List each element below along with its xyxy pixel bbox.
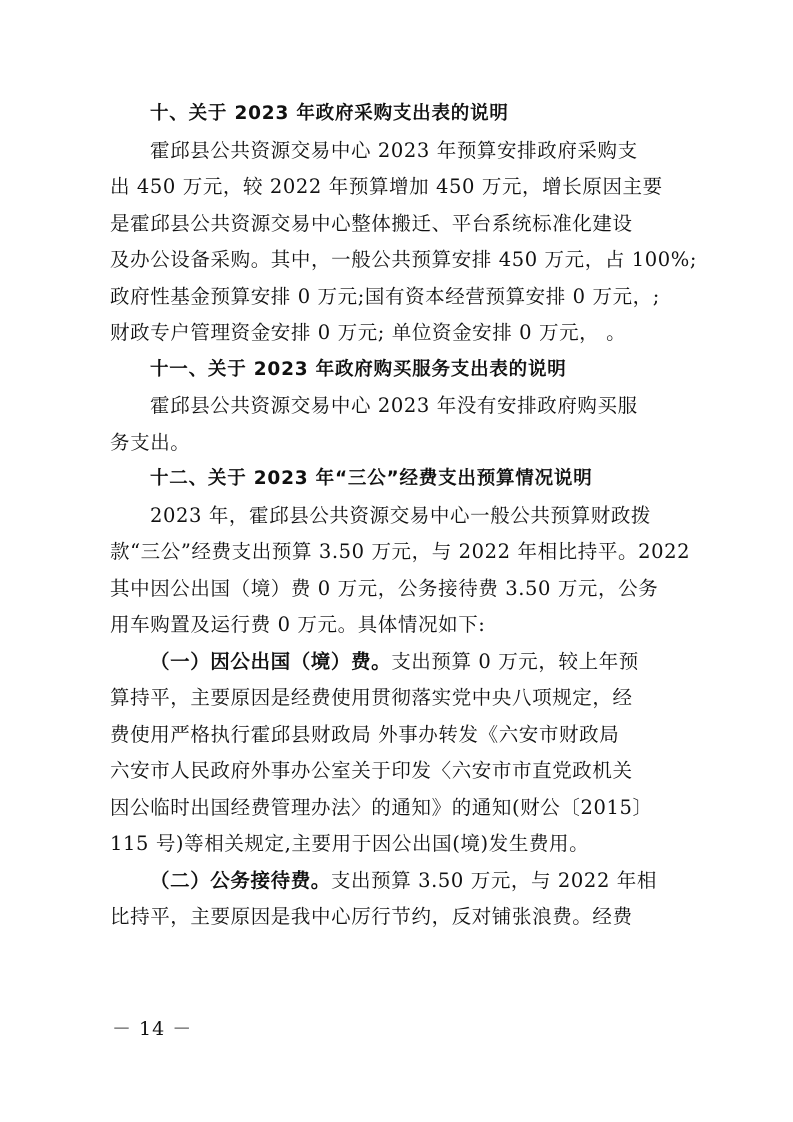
paragraph-line: 款“三公”经费支出预算 3.50 万元，与 2022 年相比持平。2022 bbox=[110, 540, 691, 563]
paragraph-line: 霍邱县公共资源交易中心 2023 年预算安排政府采购支 bbox=[150, 138, 638, 162]
subsection-1-label: （一）因公出国（境）费。 bbox=[150, 649, 392, 673]
paragraph-line: 算持平，主要原因是经费使用贯彻落实党中央八项规定，经 bbox=[110, 686, 633, 709]
paragraph-line: 费使用严格执行霍邱县财政局 外事办转发《六安市财政局 bbox=[110, 722, 620, 746]
paragraph-line: 六安市人民政府外事办公室关于印发〈六安市市直党政机关 bbox=[110, 759, 633, 782]
paragraph-line: 115 号)等相关规定,主要用于因公出国(境)发生费用。 bbox=[110, 832, 590, 855]
page-number: － 14 － bbox=[112, 1018, 193, 1040]
section-heading-10: 十、关于 2023 年政府采购支出表的说明 bbox=[150, 103, 509, 124]
subsection-2-first-line bbox=[110, 863, 680, 900]
subsection-2-text: 支出预算 3.50 万元，与 2022 年相 bbox=[330, 868, 657, 892]
paragraph-line: 务支出。 bbox=[110, 430, 191, 454]
paragraph-line: 财政专户管理资金安排 0 万元; 单位资金安排 0 万元， 。 bbox=[110, 321, 627, 344]
paragraph-line: 是霍邱县公共资源交易中心整体搬迁、平台系统标准化建设 bbox=[110, 211, 633, 235]
subsection-1-text: 支出预算 0 万元，较上年预 bbox=[391, 649, 639, 673]
paragraph-line: 政府性基金预算安排 0 万元;国有资本经营预算安排 0 万元，; bbox=[110, 284, 660, 308]
document-page bbox=[110, 96, 698, 936]
paragraph-line: 用车购置及运行费 0 万元。具体情况如下: bbox=[110, 613, 486, 636]
subsection-2-label: （二）公务接待费。 bbox=[150, 868, 331, 892]
section-heading-11: 十一、关于 2023 年政府购买服务支出表的说明 bbox=[150, 358, 567, 380]
paragraph-line: 霍邱县公共资源交易中心 2023 年没有安排政府购买服 bbox=[150, 394, 638, 417]
paragraph-line: 其中因公出国（境）费 0 万元，公务接待费 3.50 万元，公务 bbox=[110, 576, 659, 600]
paragraph-line: 2023 年，霍邱县公共资源交易中心一般公共预算财政拨 bbox=[150, 503, 652, 527]
paragraph-line: 出 450 万元，较 2022 年预算增加 450 万元，增长原因主要 bbox=[110, 175, 663, 198]
paragraph-line: 及办公设备采购。其中，一般公共预算安排 450 万元，占 100%; bbox=[110, 248, 698, 271]
paragraph-line: 比持平，主要原因是我中心厉行节约，反对铺张浪费。经费 bbox=[110, 905, 633, 928]
subsection-1-first-line bbox=[110, 644, 680, 681]
section-heading-12: 十二、关于 2023 年“三公”经费支出预算情况说明 bbox=[150, 468, 593, 489]
paragraph-line: 因公临时出国经费管理办法〉的通知》的通知(财公〔2015〕 bbox=[110, 795, 653, 819]
